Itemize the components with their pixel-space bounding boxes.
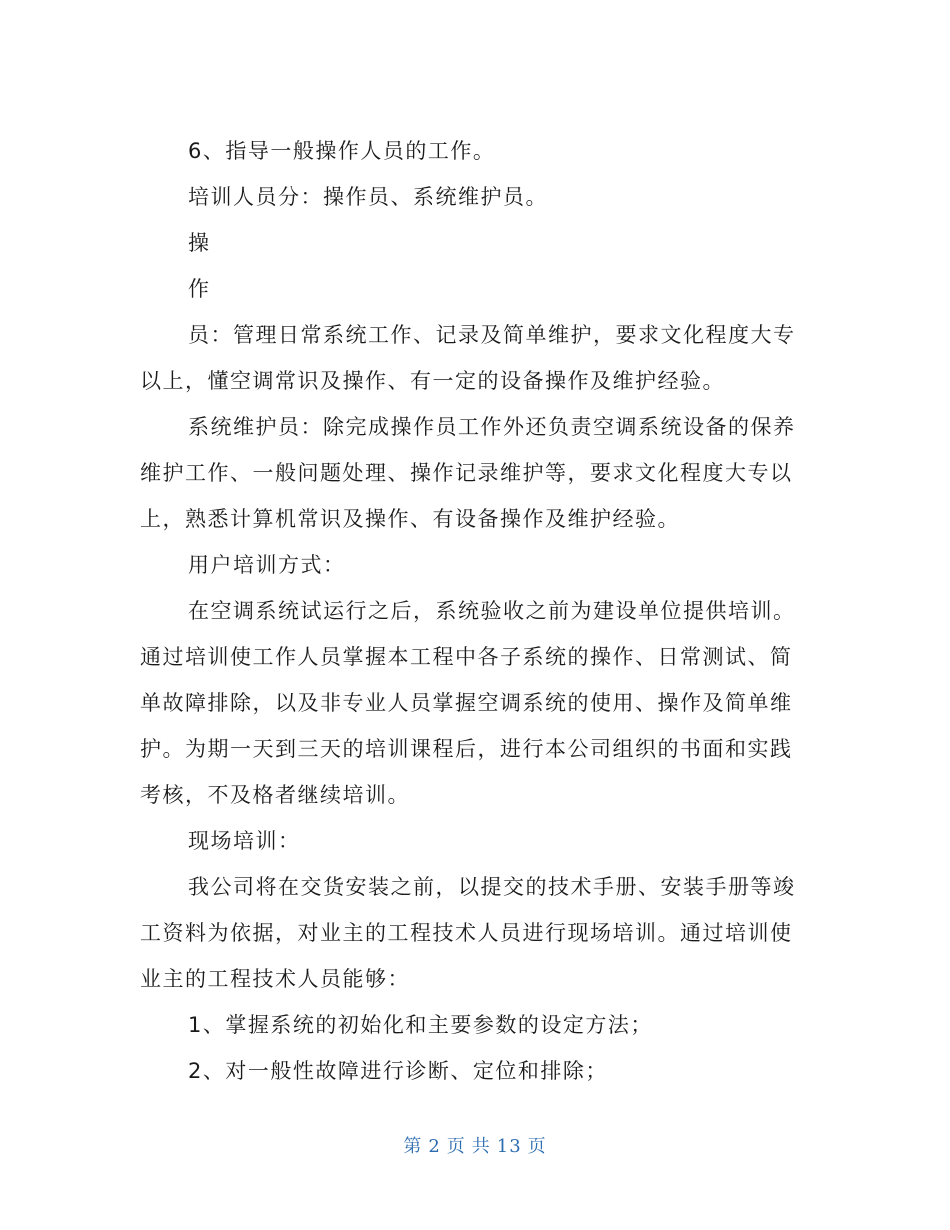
paragraph-3: 操 <box>188 231 211 255</box>
paragraph-10: 我公司将在交货安装之前，以提交的技术手册、安装手册等竣工资料为依据，对业主的工程技术人员进行现场培训。通过培训使业主的工程技术人员能够： <box>140 875 796 991</box>
document-body <box>140 128 800 1094</box>
paragraph-6: 系统维护员：除完成操作员工作外还负责空调系统设备的保养维护工作、一般问题处理、操作记录维护等，要求文化程度大专以上，熟悉计算机常识及操作、有设备操作及维护经验。 <box>140 415 796 531</box>
paragraph-11: 1、掌握系统的初始化和主要参数的设定方法； <box>188 1013 653 1037</box>
paragraph-9: 现场培训： <box>188 829 301 853</box>
footer-total-pages: 13 <box>496 1136 522 1157</box>
footer-ye-2: 页 <box>527 1136 547 1157</box>
page-footer <box>0 1132 950 1158</box>
paragraph-1: 6、指导一般操作人员的工作。 <box>188 139 496 163</box>
footer-page-number: 2 <box>428 1136 441 1157</box>
paragraph-2: 培训人员分：操作员、系统维护员。 <box>188 185 548 209</box>
footer-gong: 共 <box>471 1136 491 1157</box>
paragraph-5: 员：管理日常系统工作、记录及简单维护，要求文化程度大专以上，懂空调常识及操作、有一定的设备操作及维护经验。 <box>140 323 796 393</box>
paragraph-4: 作 <box>188 277 211 301</box>
paragraph-7: 用户培训方式： <box>188 553 346 577</box>
footer-ye: 页 <box>446 1136 466 1157</box>
paragraph-12: 2、对一般性故障进行诊断、定位和排除； <box>188 1059 608 1083</box>
footer-di: 第 <box>403 1136 423 1157</box>
paragraph-8: 在空调系统试运行之后，系统验收之前为建设单位提供培训。通过培训使工作人员掌握本工程中各子系统的操作、日常测试、简单故障排除，以及非专业人员掌握空调系统的使用、操作及简单维护。为期一天到三天的培训课程后，进行本公司组织的书面和实践考核，不及格者继续培训。 <box>140 599 796 807</box>
